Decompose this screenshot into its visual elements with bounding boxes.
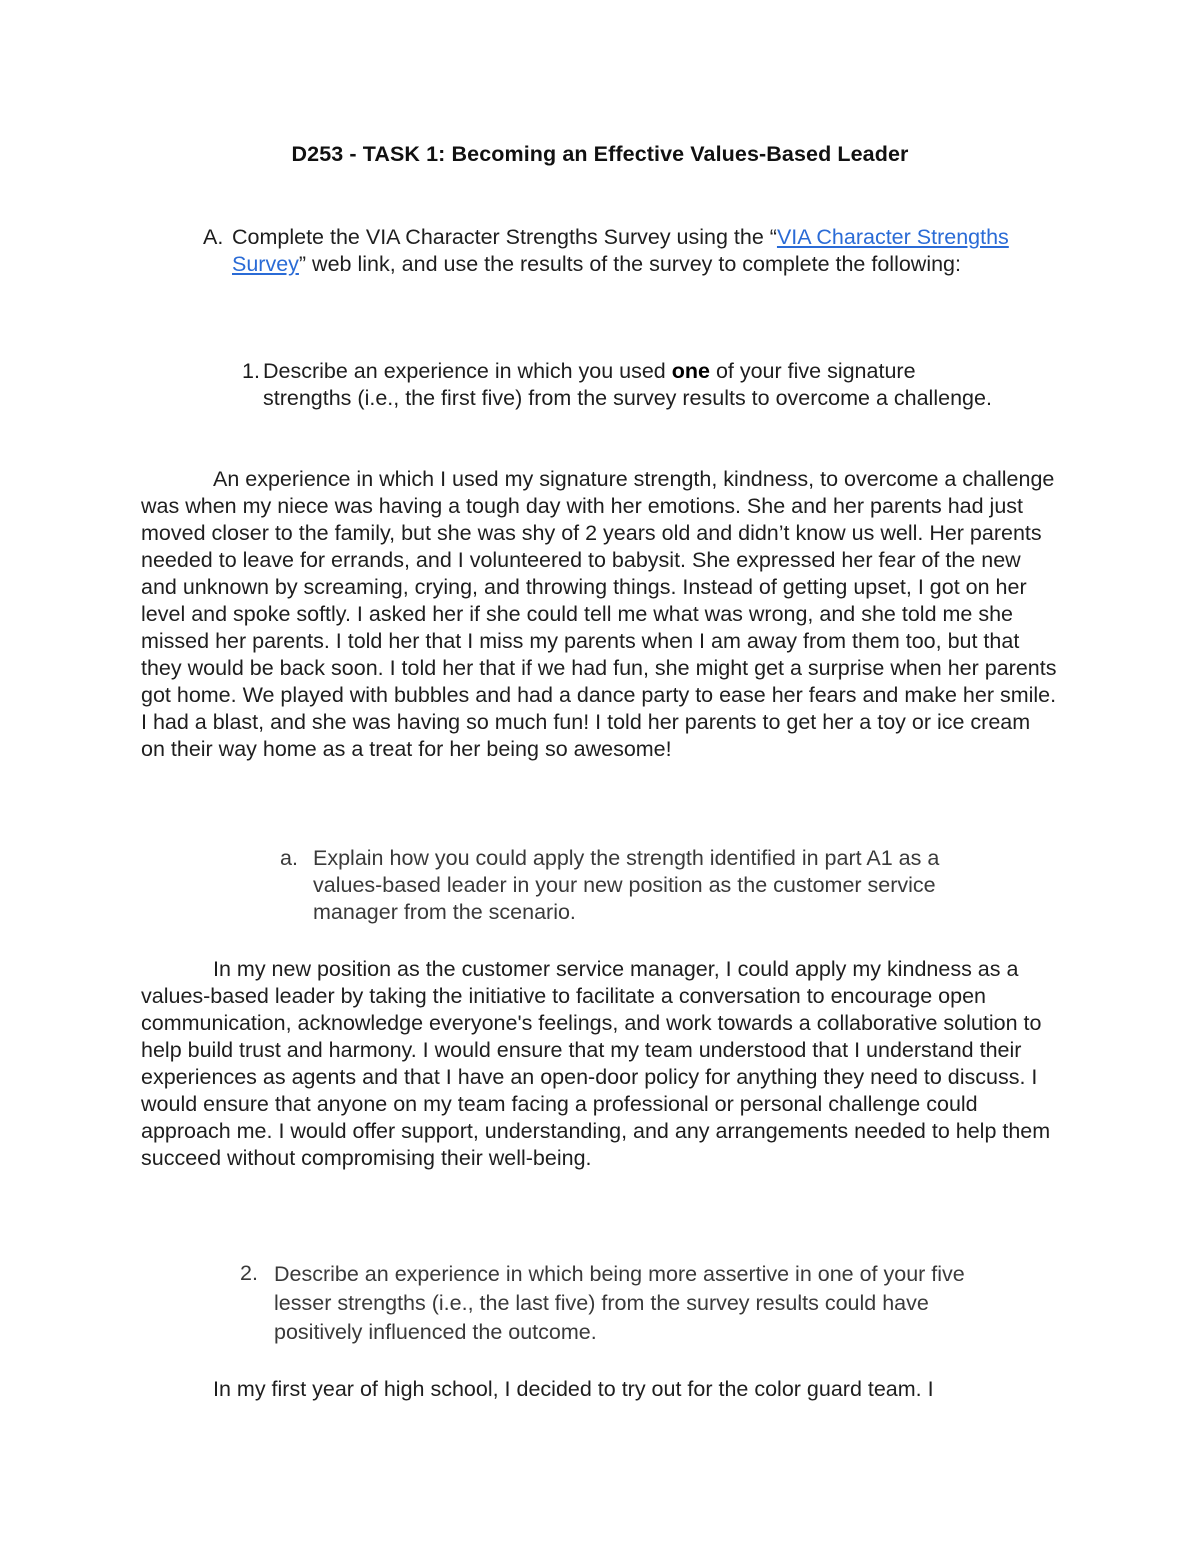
section-a-marker: A. [203, 225, 224, 249]
answer-2-paragraph: In my first year of high school, I decided to try out for the color guard team. I [213, 1377, 934, 1401]
item-1a-marker: a. [280, 846, 298, 870]
item-2-marker: 2. [240, 1261, 258, 1285]
answer-1-paragraph: An experience in which I used my signature strength, kindness, to overcome a challenge was when my niece was having a tough day with her emotions. She and her parents had just moved closer to the family, but she was shy of 2 years old and didn’t know us well. Her parents needed to leave for errands, and I volunteered to babysit. She expressed her fear of the new and unknown by screaming, crying, and throwing things. Instead of getting upset, I got on her level and spoke softly. I asked her if she could tell me what was wrong, and she told me she missed her parents. I told her that I miss my parents when I am away from them too, but that they would be back soon. I told her that if we had fun, she might get a surprise when her parents got home. We played with bubbles and had a dance party to ease her fears and make her smile. I had a blast, and she was having so much fun! I told her parents to get her a toy or ice cream on their way home as a treat for her being so awesome! [141, 467, 1057, 761]
item-1-marker: 1. [242, 359, 260, 383]
item-1-bold-word: one [671, 359, 710, 383]
item-1-text-before-bold: Describe an experience in which you used [263, 359, 672, 383]
section-a-instructions [232, 224, 1047, 278]
via-survey-link[interactable]: VIA Character Strengths Survey [232, 225, 1009, 276]
answer-1a-paragraph: In my new position as the customer service manager, I could apply my kindness as a values-based leader by taking the initiative to facilitate a conversation to encourage open communication, acknowledge everyone's feelings, and work towards a collaborative solution to help build trust and harmony. I would ensure that my team understood that I understand their experiences as agents and that I have an open-door policy for anything they need to discuss. I would ensure that anyone on my team facing a professional or personal challenge could approach me. I would offer support, understanding, and any arrangements needed to help them succeed without compromising their well-being. [141, 957, 1051, 1170]
section-a-text-after-link: ” web link, and use the results of the survey to complete the following: [298, 252, 961, 276]
item-1-text-after-bold: of your five signature strengths (i.e., the first five) from the survey results to overcome a challenge. [263, 359, 992, 410]
item-1a-prompt: Explain how you could apply the strength identified in part A1 as a values-based leader in your new position as the customer service manager from the scenario. [313, 846, 940, 924]
section-a-text-before-link: Complete the VIA Character Strengths Survey using the “ [232, 225, 777, 249]
document-title: D253 - TASK 1: Becoming an Effective Values-Based Leader [291, 142, 909, 166]
item-1-prompt [263, 358, 1003, 412]
item-2-prompt: Describe an experience in which being more assertive in one of your five lesser strengths (i.e., the last five) from the survey results could have positively influenced the outcome. [274, 1262, 965, 1344]
